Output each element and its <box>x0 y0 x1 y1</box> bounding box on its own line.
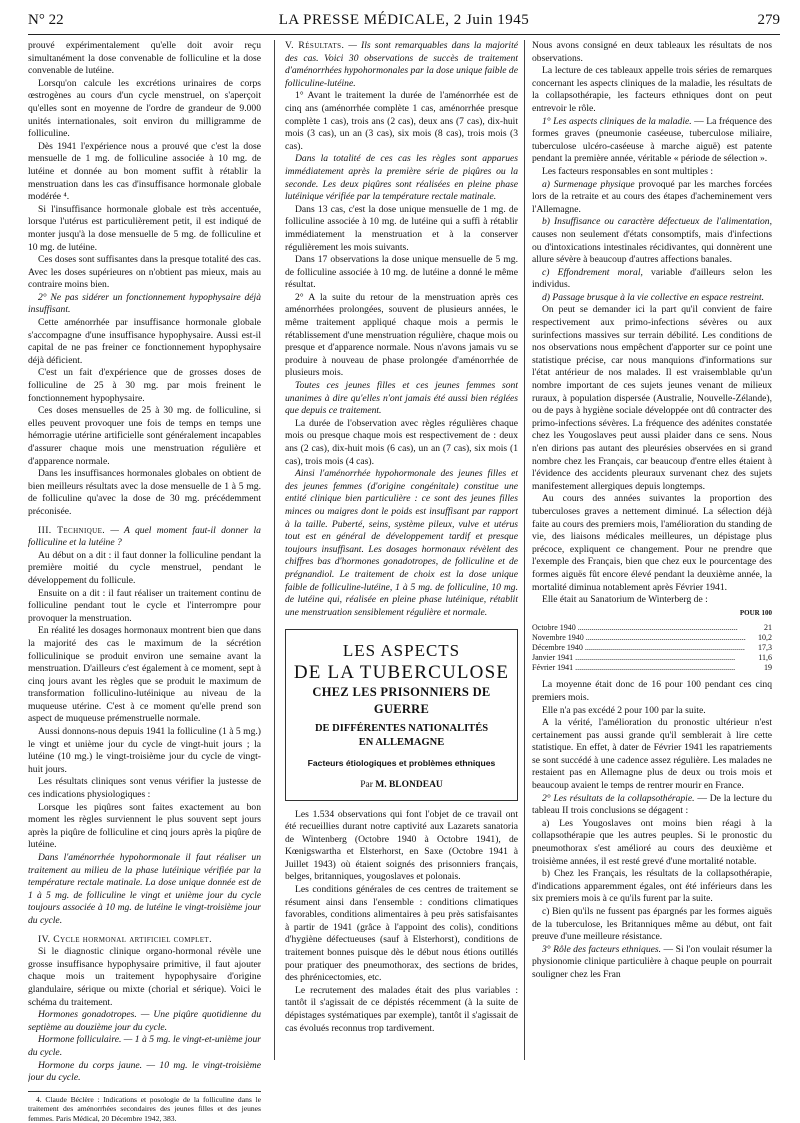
paragraph: Lorsque les piqûres sont faites exactement au bon moment les règles surviennent le plus souvent sept jours après la piqûre de folliculine et cinq jours après la piqûre de lutéine. <box>28 801 261 851</box>
column-2 <box>285 40 518 1035</box>
paragraph: a) Les Yougoslaves ont moins bien réagi à la collapsothérapie que les autres peuples. Si le pronostic du pneumothorax s'est amélioré au cours des deuxième et troisième années, il est resté grevé d'une mortalité notable. <box>532 817 772 867</box>
dosage-line: Hormones gonadotropes. — Une piqûre quotidienne du septième au douzième jour du cycle. <box>28 1009 261 1033</box>
paragraph: Les facteurs responsables en sont multiples : <box>542 165 714 177</box>
page-header <box>28 8 780 35</box>
paragraph-emphasis: Toutes ces jeunes filles et ces jeunes femmes sont unanimes à dire qu'elles n'ont jamais été aussi bien réglées que depuis ce traitement. <box>285 380 518 417</box>
section-lead: — La fréquence des formes graves (pneumonie caséeuse, tuberculose miliaire, tuberculose ulcéro-caséeuse à marche aiguë) est patente pendant la première année, véritable « période de sélection ». <box>532 115 772 165</box>
column-3 <box>532 40 772 982</box>
table-cell: Février 1941 ................................................................................ <box>532 663 736 673</box>
paragraph: Au cours des années suivantes la proportion des tuberculoses graves a nettement diminué. La sélection déjà faite au cours des premiers mois, l'amélioration du standing de vie, des liaisons médicales meilleures, un dépistage plus précoce, expliquent ce changement. Pour ne prendre que l'exemple des Français, bien que chez eux le pourcentage des formes aiguës fût encore élevé pendant la deuxième année, la mortalité diminua notablement après Février 1941. <box>532 493 772 593</box>
paragraph: c) Bien qu'ils ne fussent pas épargnés par les formes aiguës de la tuberculose, les Britanniques même au début, ont fait preuve d'une meilleure résistance. <box>532 906 772 943</box>
author-name: M. BLONDEAU <box>375 779 443 790</box>
paragraph: En réalité les dosages hormonaux montrent bien que dans la majorité des cas le maximum de la sécrétion folliculinique se produit environ une semaine avant la menstruation. D'ailleurs c'est également à ce moment, sept à cinq jours avant les règles que se produit le maximum de transformation folliculino-lutéinique au niveau de la muqueuse utérine. C'est à ce moment qu'elle prend son aspect de muqueuse prémenstruelle normale. <box>28 625 261 725</box>
section-heading <box>28 525 261 550</box>
paragraph: Elle était au Sanatorium de Winterberg de : <box>542 594 708 606</box>
article-title-line: CHEZ LES PRISONNIERS DE GUERRE <box>312 685 491 717</box>
article-title-line: LES ASPECTS <box>342 641 461 661</box>
article-title-line: EN ALLEMAGNE <box>358 737 445 749</box>
paragraph: b) Chez les Français, les résultats de la collapsothérapie, d'indications apparemment égales, ont été inférieurs dans les six premiers mois à ce qu'ils furent par la suite. <box>532 868 772 905</box>
section-label: III. Technique. <box>38 524 106 536</box>
paragraph: La moyenne était donc de 16 pour 100 pendant ces cinq premiers mois. <box>532 679 772 703</box>
paragraph: Dès 1941 l'expérience nous a prouvé que c'est la dose mensuelle de 1 mg. de folliculine associée à 10 mg. de lutéine et donnée au bon moment suffit à rétablir la menstruation dans les cas d'insuffisance hormonale globale modérée ⁴. <box>28 140 261 203</box>
section-question: — A quel moment faut-il donner la folliculine et la lutéine ? <box>28 524 261 549</box>
table-cell: 10,2 <box>758 633 772 643</box>
table-cell: 21 <box>764 623 772 633</box>
page-number: 279 <box>757 12 780 28</box>
article-byline: Par M. BLONDEAU <box>360 779 443 790</box>
table-cell: 17,3 <box>758 643 772 653</box>
section-label: 2° Les résultats de la collapsothérapie. <box>542 792 695 804</box>
journal-title: LA PRESSE MÉDICALE, 2 Juin 1945 <box>278 12 530 28</box>
paragraph: C'est un fait d'expérience que de grosses doses de folliculine de 25 à 30 mg. par mois freinent le fonctionnement hypophysaire. <box>28 367 261 404</box>
paragraph: Les conditions générales de ces centres de traitement se résument ainsi dans l'ensemble : conditions climatiques favorables, conditions alimentaires à peu près satisfaisantes à partir de 1941 (grâce à l'appoint des colis), conditions d'hygiène défectueuses (sauf à Elsterhorst), conditions de traitement bonnes puisque dès le début nous étions outillés pour pratiquer des pneumothorax, des sections de brides, des phrénicectomies, etc. <box>285 884 518 984</box>
table-row <box>532 623 772 633</box>
section-label: 3° Rôle des facteurs ethniques. <box>542 943 662 955</box>
column-1 <box>28 40 261 1123</box>
article-title-line: DE LA TUBERCULOSE <box>293 662 510 684</box>
paragraph: Lorsqu'on calcule les excrétions urinaires de corps œstrogènes au cours d'un cycle menstruel, on s'aperçoit qu'elles sont en moyenne de l'ordre de grandeur de 9.000 unités internationales, soit environ du milligramme de folliculine. <box>28 77 261 140</box>
dosage-line: Hormone du corps jaune. — 10 mg. le vingt-troisième jour du cycle. <box>28 1059 261 1084</box>
section-heading: IV. Cycle hormonal artificiel complet. <box>38 933 212 945</box>
paragraph: Dans les insuffisances hormonales globales on obtient de bien meilleurs résultats avec la dose mensuelle de 1 à 5 mg. de folliculine qu'avec la dose de 30 mg. précédemment préconisée. <box>28 468 261 517</box>
paragraph: On peut se demander ici la part qu'il convient de faire respectivement aux primo-infections sévères ou aux surinfections massives sur terrain débilité. Les conditions de nos observations nous empêchent d'apporter sur ce point une statistique précise, car nous manquions d'informations sur l'état antérieur de nos malades. Il est vraisemblable qu'un nombre important de ces sujets jeunes venant de milieux ruraux, à population dispersée (Australie, Nouvelle-Zélande), ou de pays à hygiène sociale développée ont dû contracter des primo-infections sévères. La fréquence des adénites constatée chez les Yougoslaves peut aussi plaider dans ce sens. Nous n'en dirions pas autant des pleurésies observées en si grand nombre chez les Français, car beaucoup d'entre elles étaient à l'évidence des accidents pleuraux survenant chez des sujets manifestement allergiques depuis longtemps. <box>532 304 772 492</box>
paragraph: Nous avons consigné en deux tableaux les résultats de nos observations. <box>532 40 772 64</box>
table-row <box>532 643 772 653</box>
paragraph: prouvé expérimentalement qu'elle doit avoir reçu simultanément la dose convenable de folliculine et la dose convenable de lutéine. <box>28 40 261 77</box>
paragraph: Si le diagnostic clinique organo-hormonal révèle une grosse insuffisance hypophysaire primitive, il faut ajouter chaque mois un traitement hypophysaire d'origine glandulaire, sérique ou mixte (chorial et sérique). Voici le schéma du traitement. <box>28 946 261 1008</box>
section-lead: — Ils sont remarquables dans la majorité des cas. Voici 30 observations de succès de traitement d'aménorrhées hypohormonales par la dose unique faible de folliculine-lutéine. <box>285 40 518 89</box>
list-item: a) Surmenage physique provoqué par les marches forcées lors de la retraite et au cours des étapes d'acheminement vers l'Allemagne. <box>532 178 772 215</box>
mortality-table <box>532 623 772 673</box>
paragraph: Les résultats cliniques sont venus vérifier la justesse de ces indications physiologiques : <box>28 776 261 801</box>
paragraph: La lecture de ces tableaux appelle trois séries de remarques concernant les aspects cliniques de la maladie, les résultats de la collapsothérapie, les facteurs ethniques dont on peut entrevoir le rôle. <box>532 65 772 114</box>
section-lead: — De la lecture du tableau II trois conclusions se dégagent : <box>532 792 772 817</box>
table-cell: Novembre 1940 ................................................................................ <box>532 633 746 643</box>
dosage-line: Hormone folliculaire. — 1 à 5 mg. le vingt-et-unième jour du cycle. <box>28 1034 261 1058</box>
table-cell: 11,6 <box>758 653 772 663</box>
section-heading <box>532 944 772 982</box>
paragraph: Aussi donnons-nous depuis 1941 la folliculine (1 à 5 mg.) le vingt et unième jour du cycle de vingt-huit jours ; la lutéine (10 mg.) le vingt-troisième jour du cycle de vingt-huit jours. <box>28 726 261 775</box>
section-lead: — Si l'on voulait résumer la physionomie clinique particulière à chaque peuple on pourrait souligner chez les Fran <box>532 943 772 980</box>
table-row <box>532 663 772 673</box>
paragraph: La durée de l'observation avec règles régulières chaque mois ou presque chaque mois est respectivement de : deux ans (2 cas), dix-huit mois (6 cas), un an (7 cas), six mois (1 cas), trois mois (4 cas). <box>285 417 518 467</box>
paragraph: Si l'insuffisance hormonale globale est très accentuée, lorsque l'utérus est particulièrement petit, il est indiqué de monter jusqu'à la dose mensuelle de 5 mg. de folliculine et 10 mg. de lutéine. <box>28 203 261 253</box>
paragraph: Ces doses mensuelles de 25 à 30 mg. de folliculine, si elles peuvent provoquer une fois de temps en temps une hémorragie utérine artificielle sont généralement incapables d'assurer chaque mois une menstruation régulière et d'apparence normale. <box>28 405 261 467</box>
list-item: c) Effondrement moral, variable d'ailleurs selon les individus. <box>532 266 772 291</box>
paragraph: Ensuite on a dit : il faut réaliser un traitement continu de folliculine pendant tout le cycle et l'interrompre pour provoquer la menstruation. <box>28 587 261 624</box>
paragraph-emphasis: Dans l'aménorrhée hypohormonale il faut réaliser un traitement au milieu de la phase lutéinique vérifiée par la température rectale matinale. La dose unique donnée est de 1 à 5 mg. de folliculine le vingt et unième jour du cycle toujours associée à 10 mg. de lutéine le vingt-troisième jour du cycle. <box>28 852 261 926</box>
footnote: 4. Claude Béclère : Indications et posologie de la folliculine dans le traitement des aménorrhées secondaires des jeunes filles et des jeunes femmes. Paris Médical, 20 Décembre 1942, 383. <box>28 1091 261 1123</box>
article-title-box <box>285 629 518 800</box>
paragraph: Les 1.534 observations qui font l'objet de ce travail ont été recueillies durant notre captivité aux Lazarets sanatoria de Wintenberg (Octobre 1940 à Octobre 1941), de Kœnigswartha et Elsterhorst, en Saxe (Octobre 1941 à Juillet 1943) où étaient soignés des prisonniers français, belges, britanniques, yougoslaves et polonais. <box>285 808 518 883</box>
paragraph-emphasis: Ainsi l'aménorrhée hypohormonale des jeunes filles et des jeunes femmes (d'origine congénitale) constitue une entité clinique bien particulière : ce sont des jeunes filles minces ou maigres dont le poids est insuffisant par rapport à la taille. Puberté, seins, système pileux, vulve et utérus tout est en général de développement tardif et presque toujours insuffisant. Les dosages hormonaux révèlent des chiffres bas d'hormones gonadotropes, de folliculine et de prégnandiol. Le traitement de choix est la dose unique faible de folliculine-lutéine, 1 à 5 mg. de folliculine, 10 mg. de lutéine qui, réalisée en pleine phase lutéinique, rétablit une menstruation sensiblement régulière et normale. <box>285 468 518 618</box>
section-heading <box>285 40 518 90</box>
paragraph: Le recrutement des malades était des plus variables : tantôt il s'agissait de ce dépistés récemment (à la suite de dépistages systématiques par exemple), tantôt il s'agissait de cas évolués reconnus trop tardivement. <box>285 984 518 1034</box>
table-cell: 19 <box>764 663 772 673</box>
list-item: d) Passage brusque à la vie collective en espace restreint. <box>542 291 765 303</box>
paragraph: Dans 13 cas, c'est la dose unique mensuelle de 1 mg. de folliculine associée à 10 mg. de lutéine qui a suffi à rétablir immédiatement la menstruation et à la conserver régulièrement les mois suivants. <box>285 203 518 253</box>
paragraph: Au début on a dit : il faut donner la folliculine pendant la première moitié du cycle menstruel, pendant le développement du follicule. <box>28 549 261 586</box>
issue-number: N° 22 <box>28 12 64 28</box>
paragraph: Dans 17 observations la dose unique mensuelle de 5 mg. de folliculine associée à 10 mg. de lutéine a donné le même résultat. <box>285 254 518 291</box>
paragraph-emphasis: Dans la totalité de ces cas les règles sont apparues immédiatement après la première série de piqûres ou la seconde. Les deux piqûres sont réalisées en pleine phase lutéinique vérifiée par la température rectale matinale. <box>285 153 518 203</box>
paragraph: Ces doses sont suffisantes dans la presque totalité des cas. Avec les doses supérieures on n'obtient pas mieux, mais au contraire moins bien. <box>28 254 261 291</box>
section-heading <box>532 116 772 166</box>
article-title-line: DE DIFFÉRENTES NATIONALITÉS <box>314 723 489 735</box>
section-heading <box>532 793 772 818</box>
column-rule-2 <box>524 40 525 1060</box>
paragraph: 2° A la suite du retour de la menstruation après ces aménorrhées prolongées, souvent de plusieurs années, le même traitement appliqué chaque mois a permis le rétablissement d'une menstruation régulière, chaque mois ou presque et d'apparence normale. Nous n'avons jamais vu se produire à nouveau de phase prolongée d'aménorrhée de plusieurs mois. <box>285 291 518 379</box>
table-cell: Janvier 1941 ................................................................................ <box>532 653 736 663</box>
paragraph: Cette aménorrhée par insuffisance hormonale globale s'accompagne d'une insuffisance hypophysaire. Aussi est-il capital de ne pas freiner ce fonctionnement hypophysaire déjà déficient. <box>28 317 261 366</box>
table-header: POUR 100 <box>739 608 772 617</box>
section-label: V. Résultats. <box>285 40 345 51</box>
table-cell: Octobre 1940 ................................................................................ <box>532 623 738 633</box>
paragraph: Elle n'a pas excédé 2 pour 100 par la suite. <box>542 704 706 716</box>
paragraph: A la vérité, l'amélioration du pronostic ultérieur n'est certainement pas aussi grande qu'il semblerait à lire cette statistique. En effet, à dater de Février 1941 les rapatriements se sont succédé à une cadence assez régulière. Les malades ne restaient pas en Allemagne plus de deux ou trois mois et beaucoup avaient le temps de rentrer mourir en France. <box>532 717 772 792</box>
section-label: 1° Les aspects cliniques de la maladie. <box>542 115 692 127</box>
column-rule-1 <box>274 40 275 1060</box>
table-row <box>532 633 772 643</box>
section-subhead: 2° Ne pas sidérer un fonctionnement hypophysaire déjà insuffisant. <box>28 291 261 316</box>
paragraph: 1° Avant le traitement la durée de l'aménorrhée est de cinq ans (aménorrhée complète 1 cas, aménorrhée presque complète 1 cas), trois ans (2 cas), deux ans (7 cas), dix-huit mois (3 cas), un an (3 cas), six mois (8 cas), trois mois (3 cas). <box>285 90 518 152</box>
table-cell: Décembre 1940 ................................................................................ <box>532 643 745 653</box>
table-row <box>532 653 772 663</box>
list-item: b) Insuffisance ou caractère défectueux de l'alimentation, causes non seulement d'états consomptifs, mais d'infections ou d'intoxications intestinales récidivantes, qui donnèrent une allure sévère à beaucoup d'autres affections banales. <box>532 216 772 266</box>
article-subtitle: Facteurs étiologiques et problèmes ethniques <box>307 758 496 769</box>
